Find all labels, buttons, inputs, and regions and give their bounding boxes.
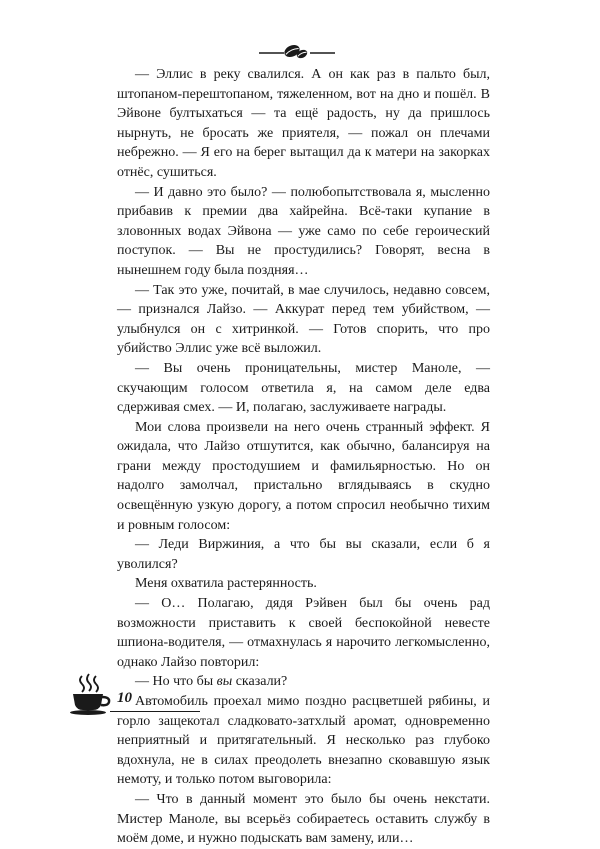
paragraph: — Вы очень проницательны, мистер Маноле, — скучающим голосом ответила я, на самом деле едва сдерживая смех. — И, полагаю, заслуживаете награды. bbox=[117, 360, 490, 416]
paragraph-with-emphasis bbox=[117, 672, 490, 692]
paragraph: — И давно это было? — полюбопытствовала я, мысленно прибавив к премии два хайрейна. Всё-таки купание в зловонных водах Эйвона — уже само по себе героический поступок. — Вы не простудились? Говорят, весна в нынешнем году была поздняя… bbox=[117, 184, 490, 278]
paragraph: — Что в данный момент это было бы очень некстати. Мистер Маноле, вы всерьёз собираетесь оставить службу в моём доме, и нужно подыскать вам замену, или… bbox=[117, 791, 490, 847]
coffee-cup-icon bbox=[68, 672, 112, 716]
emphasis-word: вы bbox=[216, 674, 233, 690]
text-run: — Но что бы bbox=[135, 674, 217, 690]
header-ornament bbox=[0, 40, 600, 60]
paragraph: Автомобиль проехал мимо поздно расцветшей рябины, и горло защекотал сладковато-затхлый аромат, одновременно неприятный и притягательный. Я несколько раз глубоко вдохнула, не в силах преодолеть внезапно сковавшую язык немоту, и только потом выговорила: bbox=[117, 694, 490, 788]
paragraph: — Леди Виржиния, а что бы вы сказали, если б я уволился? bbox=[117, 537, 490, 572]
paragraph: — Так это уже, почитай, в мае случилось, недавно совсем, — признался Лайзо. — Аккурат перед тем убийством, — улыбнулся он с хитринкой. — Готов спорить, что про убийство Эллис уже всё выложил. bbox=[117, 282, 490, 357]
paragraph: Мои слова произвели на него очень странный эффект. Я ожидала, что Лайзо отшутится, как обычно, балансируя на грани между простодушием и фамильярностью. Но он надолго замолчал, пристально вглядываясь в скудно освещённую узкую дорогу, а потом спросил необычно тихим и ровным голосом: bbox=[117, 419, 490, 533]
footer-rule bbox=[110, 711, 200, 712]
paragraph: Меня охватила растерянность. bbox=[135, 576, 317, 592]
page-number: 10 bbox=[117, 690, 132, 706]
text-run: сказали? bbox=[232, 674, 288, 690]
body-text bbox=[117, 65, 490, 849]
paragraph: — О… Полагаю, дядя Рэйвен был бы очень рад возможности приставить к своей беспокойной невесте шпиона-водителя, — отмахнулась я нарочито легкомысленно, однако Лайзо повторил: bbox=[117, 596, 490, 670]
paragraph: — Эллис в реку свалился. А он как раз в пальто был, штопаном-перештопаном, тяжеленном, вот на дно и пошёл. В Эйвоне бултыхаться — та ещё радость, ну да пришлось нырнуть, не бросать же приятеля, — пожал он плечами небрежно. — Я его на берег вытащил да к матери на закорках отнёс, сушиться. bbox=[117, 67, 490, 180]
